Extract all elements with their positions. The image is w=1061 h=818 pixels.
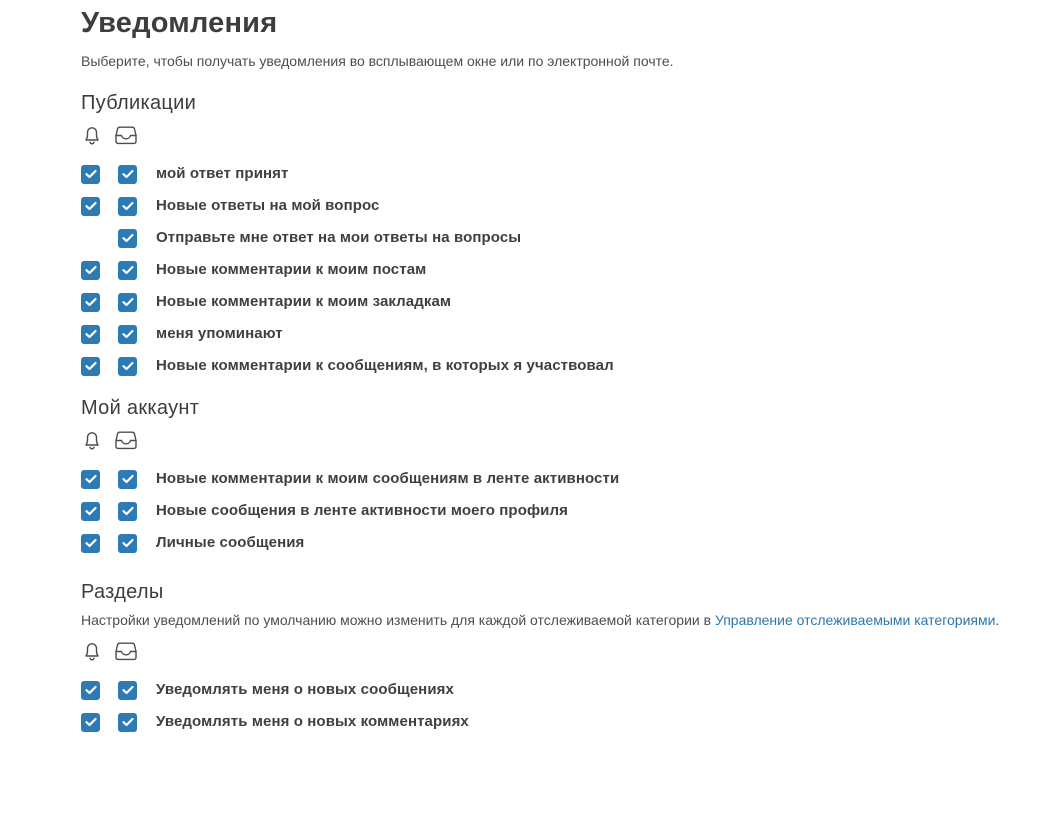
email-notification-checkbox[interactable] [118,357,137,376]
popup-checkbox-placeholder [81,229,100,248]
categories-options [81,674,1041,738]
option-label: Новые комментарии к моим сообщениям в ленте активности [156,470,620,487]
email-notification-checkbox[interactable] [118,165,137,184]
notification-option-row [81,222,1041,254]
notification-option-row [81,527,1041,559]
inbox-icon [113,639,139,663]
email-notification-checkbox[interactable] [118,197,137,216]
inbox-icon [113,428,139,452]
account-section [81,395,1041,559]
option-label: Отправьте мне ответ на мои ответы на вопросы [156,229,522,246]
notification-option-row [81,254,1041,286]
manage-categories-link[interactable]: Управление отслеживаемыми категориями [714,612,996,628]
section-title-account: Мой аккаунт [81,397,200,419]
categories-description [81,609,1041,632]
bell-icon [81,639,107,663]
popup-notification-checkbox[interactable] [81,165,100,184]
email-notification-checkbox[interactable] [118,534,137,553]
notification-option-row [81,463,1041,495]
popup-notification-checkbox[interactable] [81,197,100,216]
channel-icons-row [81,639,1041,663]
bell-icon [81,428,107,452]
option-label: Уведомлять меня о новых сообщениях [156,681,454,698]
notification-option-row [81,158,1041,190]
publications-section [81,90,1041,382]
email-notification-checkbox[interactable] [118,261,137,280]
bell-icon [81,123,107,147]
option-label: Личные сообщения [156,534,305,551]
section-title-categories: Разделы [81,581,164,603]
option-label: Новые ответы на мой вопрос [156,197,380,214]
categories-description-text: Настройки уведомлений по умолчанию можно изменить для каждой отслеживаемой категории в [81,612,715,628]
notification-option-row [81,190,1041,222]
notification-option-row [81,286,1041,318]
option-label: Уведомлять меня о новых комментариях [156,713,469,730]
email-notification-checkbox[interactable] [118,502,137,521]
email-notification-checkbox[interactable] [118,681,137,700]
notification-option-row [81,674,1041,706]
channel-icons-row [81,123,1041,147]
popup-notification-checkbox[interactable] [81,470,100,489]
notification-option-row [81,350,1041,382]
categories-section [81,579,1041,738]
option-label: Новые комментарии к моим постам [156,261,427,278]
page-subtitle: Выберите, чтобы получать уведомления во всплывающем окне или по электронной почте. [81,53,674,69]
option-label: Новые сообщения в ленте активности моего профиля [156,502,568,519]
page-title: Уведомления [81,7,278,39]
notifications-content [81,0,1041,738]
popup-notification-checkbox[interactable] [81,534,100,553]
account-options [81,463,1041,559]
popup-notification-checkbox[interactable] [81,261,100,280]
email-notification-checkbox[interactable] [118,713,137,732]
option-label: мой ответ принят [156,165,289,182]
email-notification-checkbox[interactable] [118,229,137,248]
option-label: меня упоминают [156,325,283,342]
categories-description-end: . [995,612,1000,628]
channel-icons-row [81,428,1041,452]
email-notification-checkbox[interactable] [118,470,137,489]
option-label: Новые комментарии к сообщениям, в которых я участвовал [156,357,614,374]
popup-notification-checkbox[interactable] [81,681,100,700]
email-notification-checkbox[interactable] [118,293,137,312]
publications-options [81,158,1041,382]
notification-option-row [81,706,1041,738]
email-notification-checkbox[interactable] [118,325,137,344]
notification-option-row [81,495,1041,527]
popup-notification-checkbox[interactable] [81,325,100,344]
inbox-icon [113,123,139,147]
popup-notification-checkbox[interactable] [81,357,100,376]
popup-notification-checkbox[interactable] [81,293,100,312]
option-label: Новые комментарии к моим закладкам [156,293,452,310]
section-title-publications: Публикации [81,92,197,114]
popup-notification-checkbox[interactable] [81,713,100,732]
notification-option-row [81,318,1041,350]
popup-notification-checkbox[interactable] [81,502,100,521]
